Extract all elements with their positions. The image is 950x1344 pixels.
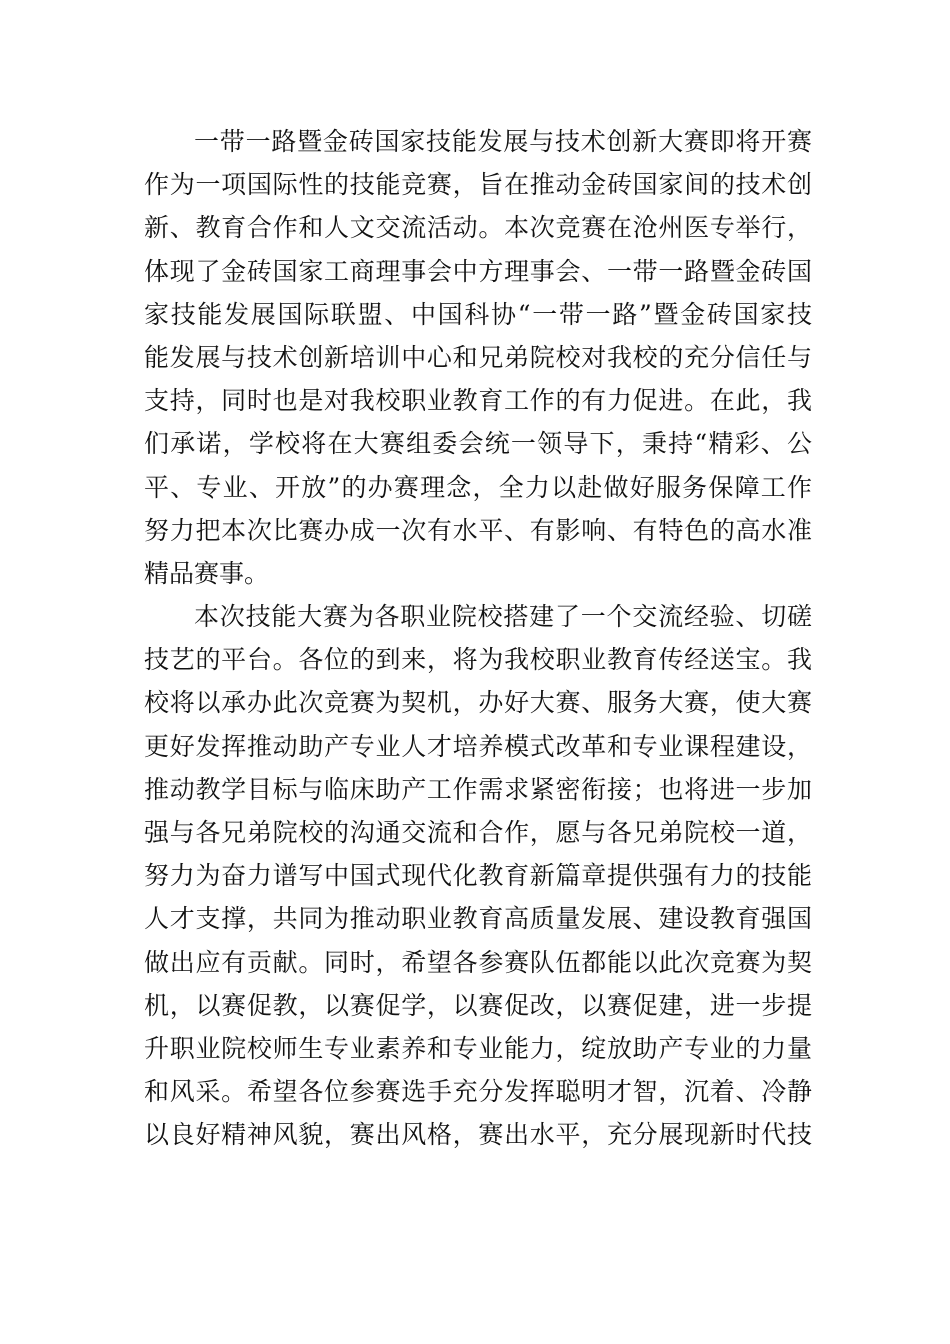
text-line: 能发展与技术创新培训中心和兄弟院校对我校的充分信任与 bbox=[144, 342, 812, 372]
text-line: 支持，同时也是对我校职业教育工作的有力促进。在此，我 bbox=[144, 386, 812, 416]
text-line: 体现了金砖国家工商理事会中方理事会、一带一路暨金砖国 bbox=[144, 256, 812, 286]
text-line: 平、专业、开放”的办赛理念，全力以赴做好服务保障工作 bbox=[144, 472, 812, 502]
text-line: 人才支撑，共同为推动职业教育高质量发展、建设教育强国 bbox=[144, 904, 812, 934]
text-line: 升职业院校师生专业素养和专业能力，绽放助产专业的力量 bbox=[144, 1033, 812, 1063]
text-line: 强与各兄弟院校的沟通交流和合作，愿与各兄弟院校一道， bbox=[144, 818, 812, 847]
text-line: 一带一路暨金砖国家技能发展与技术创新大赛即将开赛 bbox=[194, 127, 812, 156]
text-line: 作为一项国际性的技能竞赛，旨在推动金砖国家间的技术创 bbox=[144, 170, 812, 200]
text-line: 校将以承办此次竞赛为契机，办好大赛、服务大赛，使大赛 bbox=[144, 688, 812, 718]
text-line: 和风采。希望各位参赛选手充分发挥聪明才智，沉着、冷静 bbox=[144, 1077, 812, 1107]
text-line: 机，以赛促教，以赛促学，以赛促改，以赛促建，进一步提 bbox=[144, 990, 812, 1020]
text-line: 更好发挥推动助产专业人才培养模式改革和专业课程建设， bbox=[144, 731, 812, 761]
text-line: 做出应有贡献。同时，希望各参赛队伍都能以此次竞赛为契 bbox=[144, 947, 812, 977]
text-line: 以良好精神风貌，赛出风格，赛出水平，充分展现新时代技 bbox=[144, 1120, 812, 1150]
text-line: 们承诺，学校将在大赛组委会统一领导下，秉持“精彩、公 bbox=[144, 429, 812, 459]
text-line: 技艺的平台。各位的到来，将为我校职业教育传经送宝。我 bbox=[144, 645, 812, 675]
text-line: 精品赛事。 bbox=[144, 558, 270, 588]
paragraph-2 bbox=[144, 595, 812, 1156]
document-body bbox=[144, 120, 812, 1157]
text-line: 努力为奋力谱写中国式现代化教育新篇章提供强有力的技能 bbox=[144, 861, 812, 891]
text-line: 家技能发展国际联盟、中国科协“一带一路”暨金砖国家技 bbox=[144, 299, 812, 329]
text-line: 本次技能大赛为各职业院校搭建了一个交流经验、切磋 bbox=[194, 602, 812, 632]
paragraph-1 bbox=[144, 120, 812, 595]
text-line: 努力把本次比赛办成一次有水平、有影响、有特色的高水准 bbox=[144, 515, 812, 545]
text-line: 推动教学目标与临床助产工作需求紧密衔接；也将进一步加 bbox=[144, 774, 812, 804]
text-line: 新、教育合作和人文交流活动。本次竞赛在沧州医专举行， bbox=[144, 213, 812, 243]
